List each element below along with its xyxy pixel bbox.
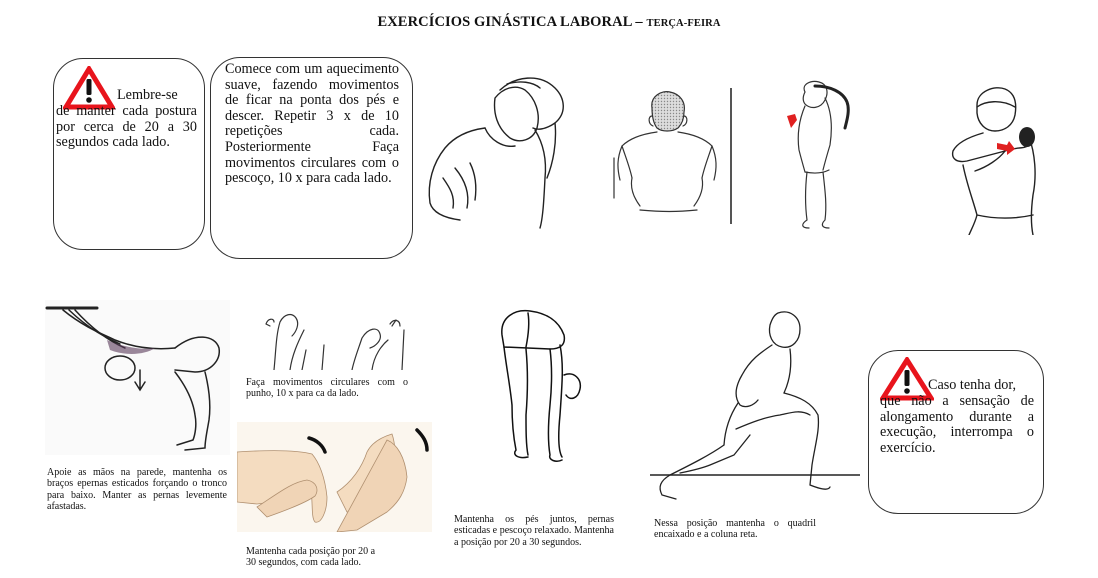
wrist-flexion-extension-caption: Mantenha cada posição por 20 a 30 segundos, com cada lado. (246, 546, 376, 569)
neck-side-stretch-illustration (415, 68, 585, 233)
wrist-circles-caption: Faça movimentos circulares com o punho, 10 x para ca da lado. (246, 377, 408, 400)
page-title (0, 14, 1098, 31)
lunge-hip-stretch-caption: Nessa posição mantenha o quadril encaixado e a coluna reta. (654, 518, 816, 541)
cross-body-shoulder-stretch-illustration (945, 85, 1055, 235)
neck-front-flexion-illustration (612, 88, 722, 218)
title-separator: – (631, 14, 647, 30)
wrist-flexion-extension-illustration (237, 422, 432, 532)
wall-forward-bend-caption: Apoie as mãos na parede, mantenha os braços epernas esticados forçando o tronco para baixo. Manter as pernas levemente afastadas. (47, 467, 227, 513)
standing-forward-fold-illustration (490, 305, 590, 465)
pain-warning-text: que não a sensação de alongamento durante a execução, interrompa o exercício. (880, 393, 1034, 456)
reminder-text: de manter cada postura por cerca de 20 a 30 segundos cada lado. (56, 103, 197, 151)
figure-divider (730, 88, 732, 224)
arm-behind-head-stretch-illustration (775, 80, 865, 230)
title-day: TERÇA-FEIRA (646, 18, 721, 29)
lunge-hip-stretch-illustration (650, 305, 860, 505)
pain-warning-first-words: Caso tenha dor, (928, 377, 1017, 393)
wall-forward-bend-illustration (45, 300, 230, 455)
reminder-first-word: Lembre-se (117, 87, 178, 103)
title-main: EXERCÍCIOS GINÁSTICA LABORAL (377, 14, 632, 30)
standing-forward-fold-caption: Mantenha os pés juntos, pernas esticadas e pescoço relaxado. Mantenha a posição por 20 a 30 segundos. (454, 514, 614, 548)
warmup-text: Comece com um aquecimento suave, fazendo movimentos de ficar na ponta dos pés e descer. Repetir 3 x de 10 repetições cada. Posteriormente Faça movimentos circulares com o pescoço, 10 x para cada lado. (225, 61, 399, 187)
wrist-circles-illustration (262, 300, 412, 370)
